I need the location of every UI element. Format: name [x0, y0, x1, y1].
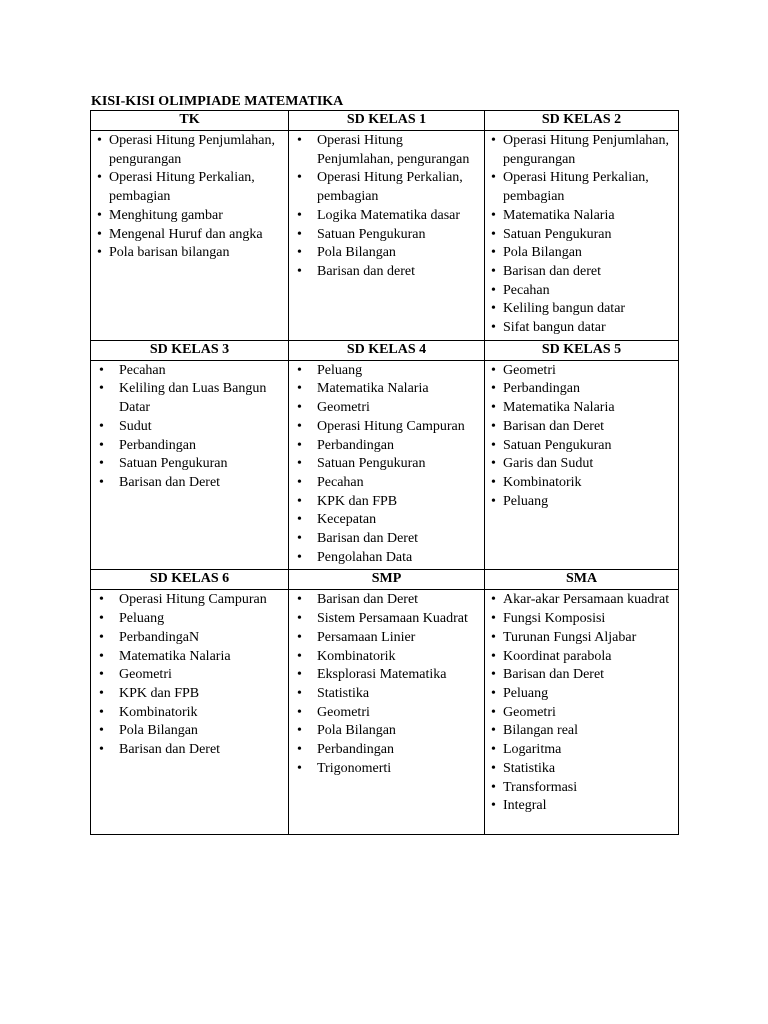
level-header-sd-kelas-6: SD KELAS 6: [91, 570, 289, 590]
topics-cell-sd-kelas-1: [289, 131, 485, 341]
topics-cell-smp: [289, 590, 485, 835]
header-row: [91, 340, 679, 360]
topic-item: • Pola Bilangan: [291, 244, 482, 263]
topic-item: • KPK dan FPB: [291, 493, 482, 512]
topic-item: • Koordinat parabola: [487, 648, 676, 667]
level-header-sd-kelas-1: SD KELAS 1: [289, 111, 485, 131]
topic-item: • Transformasi: [487, 779, 676, 798]
topic-item: • Geometri: [291, 704, 482, 723]
topic-item: • Satuan Pengukuran: [487, 437, 676, 456]
topic-item: • Mengenal Huruf dan angka: [93, 226, 286, 245]
topic-item: • Pola Bilangan: [291, 722, 482, 741]
topics-cell-tk: [91, 131, 289, 341]
topic-item: • Pola Bilangan: [487, 244, 676, 263]
level-header-sma: SMA: [485, 570, 679, 590]
topic-item: • Satuan Pengukuran: [93, 455, 286, 474]
topics-cell-sd-kelas-5: [485, 360, 679, 570]
topic-item: • Perbandingan: [487, 380, 676, 399]
topic-item: • Peluang: [93, 610, 286, 629]
topic-item: • Peluang: [487, 685, 676, 704]
topic-item: • Perbandingan: [291, 741, 482, 760]
topics-cell-sd-kelas-4: [289, 360, 485, 570]
topic-item: • Operasi Hitung Perkalian, pembagian: [93, 169, 286, 206]
topic-item: • Operasi Hitung Penjumlahan, pengurangan: [93, 132, 286, 169]
topic-item: • Geometri: [93, 666, 286, 685]
curriculum-table: [90, 110, 679, 835]
topic-item: • Kombinatorik: [291, 648, 482, 667]
topic-item: • Kombinatorik: [93, 704, 286, 723]
topics-cell-sd-kelas-3: [91, 360, 289, 570]
topic-item: • Barisan dan Deret: [93, 741, 286, 760]
topic-item: • Kombinatorik: [487, 474, 676, 493]
topic-item: • Barisan dan Deret: [93, 474, 286, 493]
topic-item: • Matematika Nalaria: [291, 380, 482, 399]
topic-item: • Peluang: [291, 362, 482, 381]
topic-item: • Satuan Pengukuran: [487, 226, 676, 245]
topic-item: • Geometri: [487, 704, 676, 723]
topic-item: • Trigonomerti: [291, 760, 482, 779]
topic-item: • Geometri: [487, 362, 676, 381]
topic-item: • Pola Bilangan: [93, 722, 286, 741]
topic-item: • Statistika: [487, 760, 676, 779]
topic-item: • Sudut: [93, 418, 286, 437]
topic-list: [91, 131, 288, 265]
level-header-sd-kelas-5: SD KELAS 5: [485, 340, 679, 360]
topic-item: • Barisan dan deret: [487, 263, 676, 282]
topic-item: • Satuan Pengukuran: [291, 455, 482, 474]
topic-item: • Barisan dan Deret: [291, 530, 482, 549]
topic-item: • Integral: [487, 797, 676, 816]
topic-item: • Turunan Fungsi Aljabar: [487, 629, 676, 648]
topics-cell-sd-kelas-6: [91, 590, 289, 835]
topic-item: • Operasi Hitung Perkalian, pembagian: [487, 169, 676, 206]
topics-row: [91, 360, 679, 570]
topic-item: • Garis dan Sudut: [487, 455, 676, 474]
topic-item: • PerbandingaN: [93, 629, 286, 648]
topic-item: • Eksplorasi Matematika: [291, 666, 482, 685]
header-row: [91, 111, 679, 131]
topic-item: • Pecahan: [93, 362, 286, 381]
topic-list: [289, 131, 484, 284]
topic-list: [485, 131, 678, 340]
level-header-sd-kelas-4: SD KELAS 4: [289, 340, 485, 360]
topic-list: [289, 590, 484, 780]
topic-item: • Matematika Nalaria: [487, 399, 676, 418]
topic-item: • Operasi Hitung Penjumlahan, pengurangan: [291, 132, 482, 169]
topic-item: • Operasi Hitung Campuran: [93, 591, 286, 610]
topics-cell-sd-kelas-2: [485, 131, 679, 341]
topic-item: • Menghitung gambar: [93, 207, 286, 226]
topic-item: • Barisan dan deret: [291, 263, 482, 282]
header-row: [91, 570, 679, 590]
topic-item: • Operasi Hitung Campuran: [291, 418, 482, 437]
topic-item: • Pecahan: [291, 474, 482, 493]
level-header-sd-kelas-2: SD KELAS 2: [485, 111, 679, 131]
topic-item: • Keliling dan Luas Bangun Datar: [93, 380, 286, 417]
topic-item: • Keliling bangun datar: [487, 300, 676, 319]
topic-item: • Pengolahan Data: [291, 549, 482, 568]
level-header-sd-kelas-3: SD KELAS 3: [91, 340, 289, 360]
topic-item: • Operasi Hitung Perkalian, pembagian: [291, 169, 482, 206]
topic-item: • Logika Matematika dasar: [291, 207, 482, 226]
topic-item: • Barisan dan Deret: [291, 591, 482, 610]
topic-list: [289, 361, 484, 570]
topics-cell-sma: [485, 590, 679, 835]
topics-row: [91, 590, 679, 835]
topic-item: • Logaritma: [487, 741, 676, 760]
topic-item: • Barisan dan Deret: [487, 666, 676, 685]
topic-item: • Peluang: [487, 493, 676, 512]
topic-list: [91, 361, 288, 495]
topic-item: • Statistika: [291, 685, 482, 704]
level-header-tk: TK: [91, 111, 289, 131]
topic-item: • Fungsi Komposisi: [487, 610, 676, 629]
topic-item: • Barisan dan Deret: [487, 418, 676, 437]
topic-item: • Geometri: [291, 399, 482, 418]
topic-item: • Matematika Nalaria: [93, 648, 286, 667]
document-title: KISI-KISI OLIMPIADE MATEMATIKA: [91, 94, 344, 109]
topic-list: [91, 590, 288, 761]
topic-item: • KPK dan FPB: [93, 685, 286, 704]
topic-item: • Kecepatan: [291, 511, 482, 530]
topic-item: • Perbandingan: [291, 437, 482, 456]
topic-list: [485, 361, 678, 514]
topic-item: • Persamaan Linier: [291, 629, 482, 648]
level-header-smp: SMP: [289, 570, 485, 590]
topics-row: [91, 131, 679, 341]
topic-item: • Satuan Pengukuran: [291, 226, 482, 245]
topic-item: • Perbandingan: [93, 437, 286, 456]
topic-item: • Pecahan: [487, 282, 676, 301]
topic-item: • Sifat bangun datar: [487, 319, 676, 338]
topic-item: • Operasi Hitung Penjumlahan, pengurangan: [487, 132, 676, 169]
topic-item: • Sistem Persamaan Kuadrat: [291, 610, 482, 629]
topic-list: [485, 590, 678, 817]
topic-item: • Bilangan real: [487, 722, 676, 741]
topic-item: • Pola barisan bilangan: [93, 244, 286, 263]
topic-item: • Matematika Nalaria: [487, 207, 676, 226]
topic-item: • Akar-akar Persamaan kuadrat: [487, 591, 676, 610]
